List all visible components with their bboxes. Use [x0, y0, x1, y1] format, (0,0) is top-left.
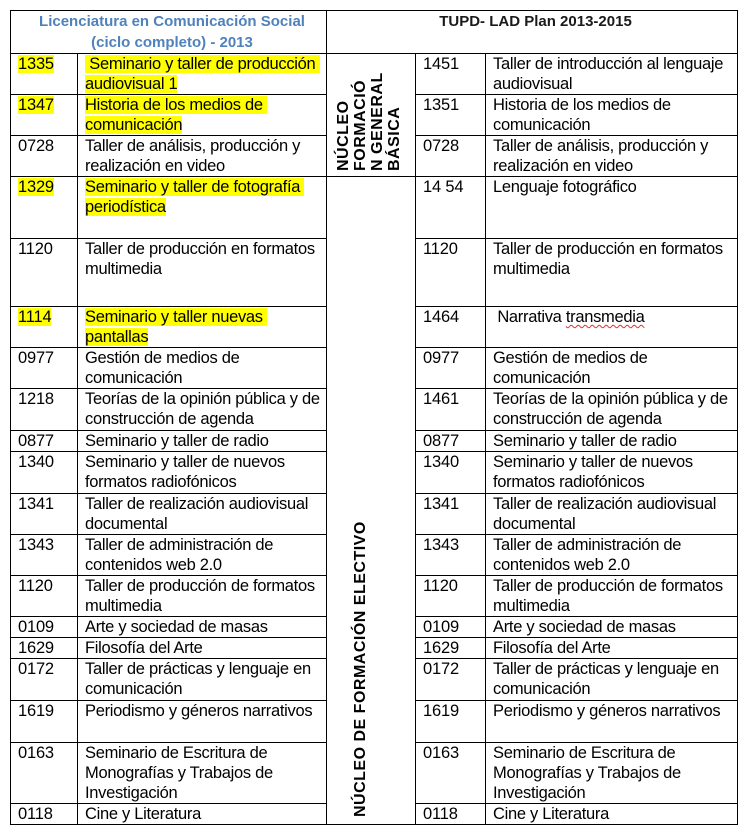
lic-name: Seminario y taller nuevas pantallas — [85, 308, 268, 346]
tupd-code-cell — [416, 743, 486, 804]
lic-name: Taller de análisis, producción y realización en video — [85, 137, 305, 175]
lic-code-cell — [11, 431, 78, 452]
section-basic-line: NÚCLEO — [335, 100, 353, 171]
lic-name: Filosofía del Arte — [85, 639, 203, 657]
tupd-code: 0977 — [423, 349, 459, 367]
tupd-code-cell — [416, 576, 486, 617]
lic-code: 1629 — [18, 639, 54, 657]
lic-code-cell — [11, 701, 78, 743]
equivalence-table — [10, 10, 738, 825]
lic-name: Taller de producción de formatos multimedia — [85, 577, 320, 615]
lic-code-cell — [11, 804, 78, 825]
lic-code: 1114 — [18, 308, 52, 326]
lic-code: 0109 — [18, 618, 54, 636]
lic-name: Seminario y taller de fotografía periodística — [85, 178, 305, 216]
tupd-code: 0118 — [423, 805, 458, 823]
lic-code-cell — [11, 389, 78, 431]
lic-code: 0172 — [18, 660, 54, 678]
tupd-name: Gestión de medios de comunicación — [493, 349, 652, 387]
tupd-name-cell — [486, 239, 738, 307]
tupd-name-cell — [486, 804, 738, 825]
lic-code-cell — [11, 348, 78, 389]
tupd-code: 0728 — [423, 137, 459, 155]
tupd-name-cell — [486, 136, 738, 177]
lic-code: 1120 — [18, 577, 53, 595]
tupd-code: 1120 — [423, 577, 458, 595]
lic-name-cell — [78, 701, 327, 743]
section-elective-cell — [327, 177, 416, 825]
tupd-code-cell — [416, 431, 486, 452]
lic-code-cell — [11, 535, 78, 576]
lic-name: Seminario de Escritura de Monografías y Trabajos de Investigación — [85, 744, 278, 802]
tupd-name: Filosofía del Arte — [493, 639, 611, 657]
tupd-code: 0109 — [423, 618, 459, 636]
tupd-code: 0163 — [423, 744, 459, 762]
lic-code: 1329 — [18, 178, 54, 196]
tupd-name-cell — [486, 638, 738, 659]
lic-code-cell — [11, 638, 78, 659]
tupd-name-cell — [486, 348, 738, 389]
tupd-code: 1351 — [423, 96, 459, 114]
table-row — [11, 177, 738, 239]
tupd-code-cell — [416, 136, 486, 177]
tupd-name-cell — [486, 389, 738, 431]
tupd-name: Taller de producción de formatos multimedia — [493, 577, 728, 615]
tupd-name: Arte y sociedad de masas — [493, 618, 676, 636]
lic-code: 0163 — [18, 744, 54, 762]
section-basic-label — [335, 72, 403, 171]
lic-code: 1120 — [18, 240, 53, 258]
tupd-code: 1340 — [423, 453, 459, 471]
lic-name-cell — [78, 659, 327, 701]
lic-name-cell — [78, 54, 327, 95]
tupd-name-cell — [486, 177, 738, 239]
lic-code: 0728 — [18, 137, 54, 155]
tupd-name-cell — [486, 576, 738, 617]
tupd-code-cell — [416, 177, 486, 239]
tupd-code: 14 54 — [423, 178, 464, 196]
lic-name: Seminario y taller de radio — [85, 432, 269, 450]
tupd-name-cell — [486, 701, 738, 743]
header-row — [11, 11, 738, 54]
section-basic-line: FORMACIÓ — [352, 79, 370, 171]
tupd-name: Cine y Literatura — [493, 805, 609, 823]
lic-name-cell — [78, 95, 327, 136]
tupd-name: Taller de realización audiovisual documental — [493, 495, 721, 533]
lic-code-cell — [11, 576, 78, 617]
lic-code-cell — [11, 307, 78, 348]
tupd-code-cell — [416, 452, 486, 494]
lic-name-cell — [78, 535, 327, 576]
lic-name: Historia de los medios de comunicación — [85, 96, 268, 134]
tupd-name: Seminario y taller de radio — [493, 432, 677, 450]
header-tupd: TUPD- LAD Plan 2013-2015 — [327, 11, 738, 54]
lic-code: 1619 — [18, 702, 54, 720]
lic-code: 1347 — [18, 96, 54, 114]
tupd-code-cell — [416, 638, 486, 659]
lic-name-cell — [78, 348, 327, 389]
tupd-code-cell — [416, 494, 486, 535]
tupd-name-cell — [486, 743, 738, 804]
tupd-name: Seminario de Escritura de Monografías y Trabajos de Investigación — [493, 744, 686, 802]
tupd-code-cell — [416, 659, 486, 701]
lic-name-cell — [78, 638, 327, 659]
tupd-name-cell — [486, 494, 738, 535]
lic-code-cell — [11, 452, 78, 494]
tupd-name-cell — [486, 659, 738, 701]
lic-name: Seminario y taller de producción audiovisual 1 — [85, 55, 320, 93]
tupd-code-cell — [416, 307, 486, 348]
tupd-code-cell — [416, 389, 486, 431]
lic-code: 1343 — [18, 536, 54, 554]
tupd-name: Taller de prácticas y lenguaje en comunicación — [493, 660, 724, 698]
lic-code: 0977 — [18, 349, 54, 367]
tupd-name: Taller de producción en formatos multimedia — [493, 240, 728, 278]
tupd-code: 0172 — [423, 660, 459, 678]
lic-name-cell — [78, 743, 327, 804]
tupd-code-cell — [416, 348, 486, 389]
lic-code: 0118 — [18, 805, 53, 823]
lic-code-cell — [11, 743, 78, 804]
lic-name-cell — [78, 431, 327, 452]
tupd-code-cell — [416, 54, 486, 95]
lic-name-cell — [78, 804, 327, 825]
lic-name: Cine y Literatura — [85, 805, 201, 823]
lic-name: Teorías de la opinión pública y de construcción de agenda — [85, 390, 325, 428]
tupd-name: Narrativa transmedia — [493, 308, 645, 326]
lic-code: 1340 — [18, 453, 54, 471]
lic-code: 1335 — [18, 55, 54, 73]
section-basic-line: N GENERAL — [369, 72, 387, 171]
lic-name: Seminario y taller de nuevos formatos radiofónicos — [85, 453, 290, 491]
tupd-name: Periodismo y géneros narrativos — [493, 702, 721, 720]
lic-code-cell — [11, 659, 78, 701]
lic-name-cell — [78, 239, 327, 307]
tupd-code-cell — [416, 701, 486, 743]
tupd-code: 1629 — [423, 639, 459, 657]
header-licenciatura: Licenciatura en Comunicación Social (ciclo completo) - 2013 — [11, 11, 327, 54]
tupd-name-cell — [486, 452, 738, 494]
lic-name: Taller de producción en formatos multimedia — [85, 240, 320, 278]
lic-code-cell — [11, 494, 78, 535]
lic-code: 1341 — [18, 495, 54, 513]
tupd-name-cell — [486, 307, 738, 348]
tupd-code-cell — [416, 535, 486, 576]
lic-code-cell — [11, 54, 78, 95]
table-row — [11, 54, 738, 95]
lic-name: Periodismo y géneros narrativos — [85, 702, 313, 720]
tupd-code: 1461 — [423, 390, 459, 408]
tupd-code-cell — [416, 95, 486, 136]
tupd-code-cell — [416, 617, 486, 638]
lic-name: Arte y sociedad de masas — [85, 618, 268, 636]
lic-code-cell — [11, 239, 78, 307]
section-basic-cell — [327, 54, 416, 177]
spellcheck-underline: transmedia — [565, 308, 645, 326]
lic-code: 0877 — [18, 432, 54, 450]
tupd-code: 0877 — [423, 432, 459, 450]
tupd-name: Teorías de la opinión pública y de construcción de agenda — [493, 390, 733, 428]
lic-code-cell — [11, 136, 78, 177]
tupd-code: 1464 — [423, 308, 459, 326]
lic-name-cell — [78, 307, 327, 348]
tupd-code: 1619 — [423, 702, 459, 720]
tupd-name: Taller de análisis, producción y realización en video — [493, 137, 713, 175]
lic-code-cell — [11, 177, 78, 239]
tupd-name: Taller de introducción al lenguaje audiovisual — [493, 55, 728, 93]
lic-name-cell — [78, 389, 327, 431]
tupd-name: Taller de administración de contenidos web 2.0 — [493, 536, 686, 574]
lic-code: 1218 — [18, 390, 54, 408]
tupd-name-cell — [486, 95, 738, 136]
lic-name-cell — [78, 452, 327, 494]
tupd-name-cell — [486, 54, 738, 95]
tupd-code-cell — [416, 239, 486, 307]
lic-name-cell — [78, 136, 327, 177]
lic-name: Taller de realización audiovisual documental — [85, 495, 313, 533]
lic-name-cell — [78, 177, 327, 239]
tupd-code: 1120 — [423, 240, 458, 258]
lic-name-cell — [78, 494, 327, 535]
lic-name-cell — [78, 617, 327, 638]
tupd-name: Historia de los medios de comunicación — [493, 96, 676, 134]
lic-name: Gestión de medios de comunicación — [85, 349, 244, 387]
section-elective-label: NÚCLEO DE FORMACIÓN ELECTIVO — [352, 521, 370, 817]
tupd-code: 1341 — [423, 495, 459, 513]
tupd-name-cell — [486, 431, 738, 452]
tupd-code-cell — [416, 804, 486, 825]
lic-code-cell — [11, 95, 78, 136]
lic-name: Taller de administración de contenidos web 2.0 — [85, 536, 278, 574]
tupd-code: 1451 — [423, 55, 459, 73]
lic-name: Taller de prácticas y lenguaje en comunicación — [85, 660, 316, 698]
tupd-name-cell — [486, 617, 738, 638]
tupd-name: Seminario y taller de nuevos formatos radiofónicos — [493, 453, 698, 491]
tupd-name-cell — [486, 535, 738, 576]
section-basic-line: BÁSICA — [386, 106, 404, 171]
tupd-code: 1343 — [423, 536, 459, 554]
lic-name-cell — [78, 576, 327, 617]
lic-code-cell — [11, 617, 78, 638]
tupd-name: Lenguaje fotográfico — [493, 178, 637, 196]
